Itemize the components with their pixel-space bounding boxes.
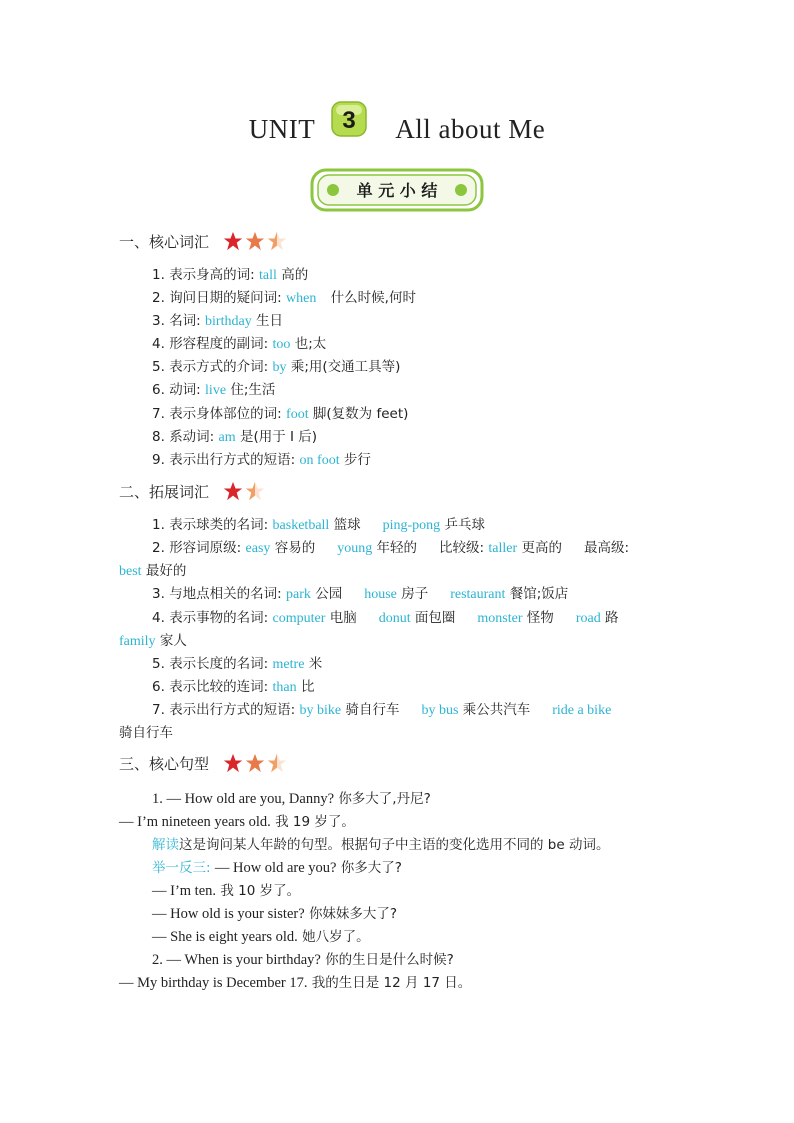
sentence-answer: — My birthday is December 17. 我的生日是 12 月 17 日。 xyxy=(119,975,472,991)
summary-label: 单 元 小 结 xyxy=(356,181,438,200)
star-half-icon xyxy=(245,481,265,501)
section-heading-sentences xyxy=(119,750,289,776)
vocab-item: 6. 动词: live 住;生活 xyxy=(152,382,276,398)
star-half-icon xyxy=(267,231,287,251)
section-title: 二、拓展词汇 xyxy=(119,482,210,501)
extended-item: 2. 形容词原级: easy 容易的 young 年轻的 比较级: taller 更高的 最高级: xyxy=(152,540,630,556)
badge-dot-right-icon xyxy=(455,184,467,196)
summary-badge xyxy=(310,168,484,212)
vocab-item: 9. 表示出行方式的短语: on foot 步行 xyxy=(152,452,371,468)
section-title: 三、核心句型 xyxy=(119,754,210,773)
extended-item-continued: 骑自行车 xyxy=(119,725,173,741)
unit-number-badge xyxy=(329,99,369,143)
extended-item-continued: family 家人 xyxy=(119,633,187,649)
star-full-icon xyxy=(223,481,243,501)
badge-dot-left-icon xyxy=(327,184,339,196)
extended-item: 7. 表示出行方式的短语: by bike 骑自行车 by bus 乘公共汽车 ride a bike xyxy=(152,702,612,718)
section-heading-extended xyxy=(119,478,267,504)
star-rating xyxy=(223,753,289,773)
practice-label: 举一反三: xyxy=(152,860,211,876)
unit-number: 3 xyxy=(342,107,356,134)
unit-word: UNIT xyxy=(248,113,316,144)
vocab-item: 4. 形容程度的副词: too 也;太 xyxy=(152,336,327,352)
unit-title: All about Me xyxy=(395,113,546,144)
star-full-icon xyxy=(245,753,265,773)
star-half-icon xyxy=(267,753,287,773)
vocab-item: 7. 表示身体部位的词: foot 脚(复数为 feet) xyxy=(152,406,409,422)
star-full-icon xyxy=(245,231,265,251)
sentence-explanation: 解读这是询问某人年龄的句型。根据句子中主语的变化选用不同的 be 动词。 xyxy=(152,837,610,853)
extended-item: 3. 与地点相关的名词: park 公园 house 房子 restaurant 餐馆;饭店 xyxy=(152,586,569,602)
extended-item: 5. 表示长度的名词: metre 米 xyxy=(152,656,323,672)
section-heading-vocab xyxy=(119,228,289,254)
extended-item: 1. 表示球类的名词: basketball 篮球 ping-pong 乒乓球 xyxy=(152,517,485,533)
extended-item-continued: best 最好的 xyxy=(119,563,187,579)
sentence-question: 1. — How old are you, Danny? 你多大了,丹尼? xyxy=(152,791,431,807)
sentence-practice: — She is eight years old. 她八岁了。 xyxy=(152,929,370,945)
explain-label: 解读 xyxy=(152,837,179,853)
unit-title-row xyxy=(0,104,794,154)
star-rating xyxy=(223,231,289,251)
sentence-practice: — How old is your sister? 你妹妹多大了? xyxy=(152,906,398,922)
vocab-item: 1. 表示身高的词: tall 高的 xyxy=(152,267,309,283)
vocab-item: 2. 询问日期的疑问词: when 什么时候,何时 xyxy=(152,290,416,306)
star-full-icon xyxy=(223,753,243,773)
section-title: 一、核心词汇 xyxy=(119,232,210,251)
extended-item: 6. 表示比较的连词: than 比 xyxy=(152,679,315,695)
vocab-item: 5. 表示方式的介词: by 乘;用(交通工具等) xyxy=(152,359,401,375)
extended-item: 4. 表示事物的名词: computer 电脑 donut 面包圈 monster 怪物 road 路 xyxy=(152,610,619,626)
vocab-item: 8. 系动词: am 是(用于 I 后) xyxy=(152,429,318,445)
star-rating xyxy=(223,481,267,501)
sentence-answer: — I’m nineteen years old. 我 19 岁了。 xyxy=(119,814,355,830)
sentence-practice: — I’m ten. 我 10 岁了。 xyxy=(152,883,301,899)
sentence-practice: 举一反三: — How old are you? 你多大了? xyxy=(152,860,402,876)
vocab-item: 3. 名词: birthday 生日 xyxy=(152,313,283,329)
star-full-icon xyxy=(223,231,243,251)
sentence-question: 2. — When is your birthday? 你的生日是什么时候? xyxy=(152,952,454,968)
